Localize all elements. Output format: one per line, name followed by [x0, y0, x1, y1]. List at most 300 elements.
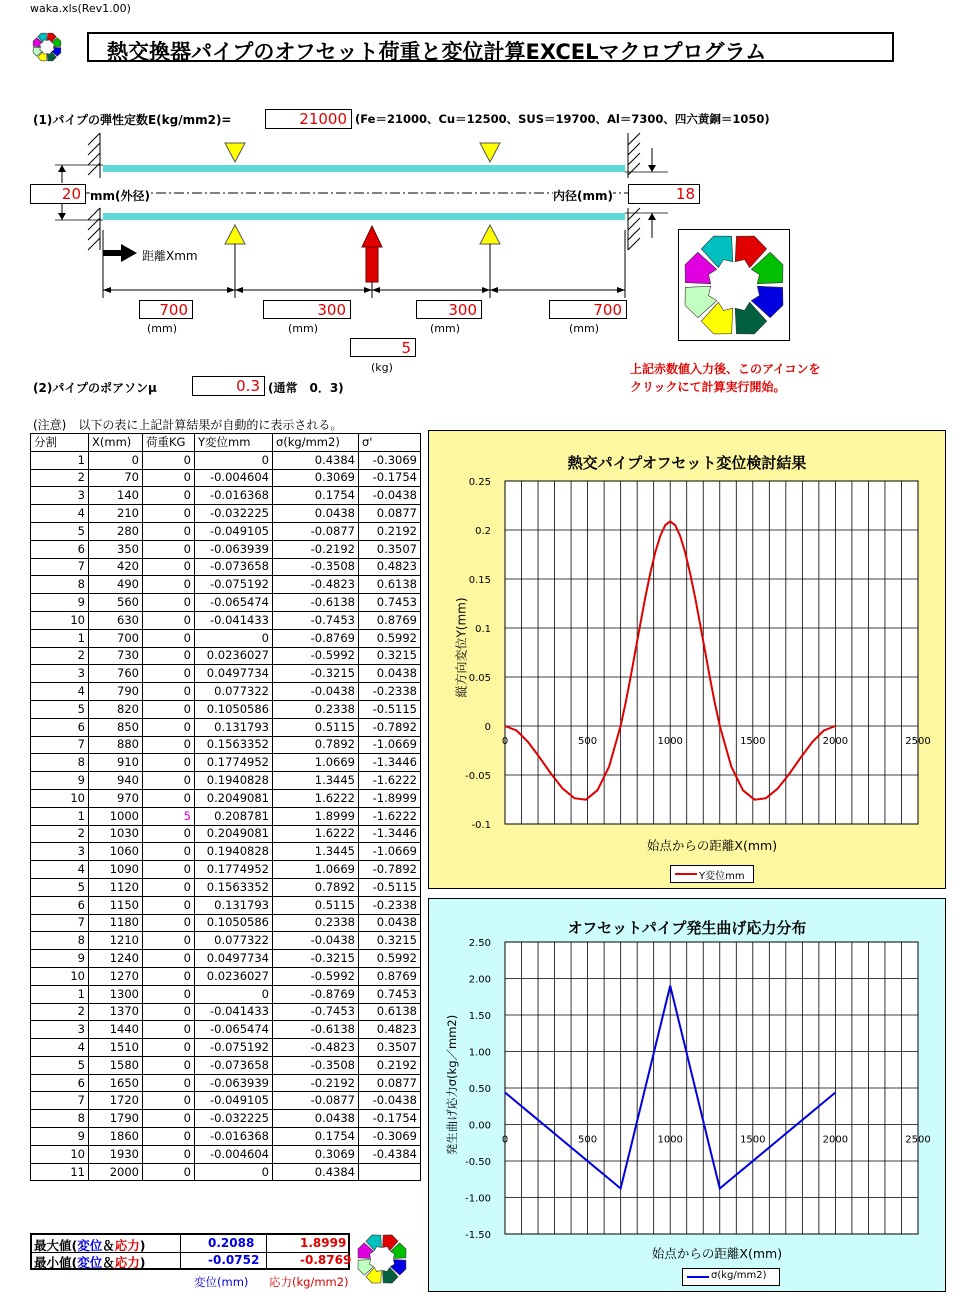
table-cell: 0.0497734: [195, 665, 273, 683]
table-cell: 0.3215: [359, 647, 421, 665]
y-tick-label: -0.05: [465, 771, 491, 782]
span-unit-1: (mm): [147, 322, 178, 335]
table-cell: 0.5115: [273, 718, 359, 736]
table-cell: 0: [143, 1039, 195, 1057]
table-cell: 70: [89, 469, 143, 487]
table-row: [31, 522, 421, 540]
table-cell: 0: [143, 558, 195, 576]
table-cell: 0.0236027: [195, 967, 273, 985]
load-arrow-shaft: [366, 247, 378, 282]
table-cell: 0.0497734: [195, 950, 273, 968]
table-cell: 0.2338: [273, 914, 359, 932]
table-cell: -1.0669: [359, 736, 421, 754]
table-cell: -0.073658: [195, 1056, 273, 1074]
y-tick-label: -1.50: [465, 1230, 491, 1241]
table-row: [31, 487, 421, 505]
table-cell: 1120: [89, 878, 143, 896]
table-row: [31, 807, 421, 825]
table-cell: 1930: [89, 1145, 143, 1163]
table-cell: -0.6138: [273, 594, 359, 612]
min-stress: -0.8769: [300, 1253, 352, 1267]
y-tick-label: 0.15: [468, 575, 491, 586]
table-cell: 1.8999: [273, 807, 359, 825]
y-tick-label: 0.05: [468, 673, 491, 684]
support-bottom-2: [480, 225, 500, 244]
run-macro-button[interactable]: [678, 229, 790, 341]
table-cell: 0.131793: [195, 718, 273, 736]
table-cell: 8: [31, 932, 89, 950]
table-row: [31, 700, 421, 718]
table-cell: -0.1754: [359, 1110, 421, 1128]
table-cell: 10: [31, 1145, 89, 1163]
table-cell: -0.3215: [273, 665, 359, 683]
table-row: [31, 1003, 421, 1021]
table-row: [31, 914, 421, 932]
table-row: [31, 772, 421, 790]
instruction-line-2: クリックにて計算実行開始。: [630, 380, 786, 394]
table-cell: -0.073658: [195, 558, 273, 576]
y-tick-label: -0.50: [465, 1157, 491, 1168]
table-cell: 0: [143, 540, 195, 558]
table-cell: 0: [143, 1145, 195, 1163]
x-tick-label: 1500: [740, 736, 766, 747]
table-row: [31, 629, 421, 647]
y-tick-label: 1.50: [468, 1011, 491, 1022]
pipe-top-wall: [103, 165, 625, 172]
left-wall-bottom: [88, 208, 100, 250]
table-cell: 0: [143, 576, 195, 594]
span-unit-2: (mm): [288, 322, 319, 335]
table-row: [31, 843, 421, 861]
table-cell: 1210: [89, 932, 143, 950]
chart2-legend: [682, 1268, 780, 1286]
table-cell: 2: [31, 1003, 89, 1021]
table-cell: 10: [31, 611, 89, 629]
table-cell: 0: [195, 629, 273, 647]
table-cell: 820: [89, 700, 143, 718]
table-header-cell: 分割: [31, 434, 89, 452]
table-cell: 8: [31, 754, 89, 772]
table-cell: 0.1774952: [195, 754, 273, 772]
table-cell: 1180: [89, 914, 143, 932]
table-cell: 0.3215: [359, 932, 421, 950]
table-header-cell: σ': [359, 434, 421, 452]
table-cell: 10: [31, 967, 89, 985]
support-top-1: [225, 143, 245, 162]
support-bottom-1: [225, 225, 245, 244]
table-header-cell: Y変位mm: [195, 434, 273, 452]
table-cell: 0: [143, 594, 195, 612]
x-tick-label: 2000: [822, 1134, 849, 1146]
table-cell: 8: [31, 576, 89, 594]
table-row: [31, 469, 421, 487]
table-cell: 0.3069: [273, 1145, 359, 1163]
table-cell: 0: [143, 1056, 195, 1074]
table-row: [31, 558, 421, 576]
y-tick-label: 0.00: [468, 1120, 491, 1132]
y-tick-label: 2.50: [468, 938, 491, 949]
instruction-line-1: 上記赤数値入力後、このアイコンを: [630, 362, 821, 376]
min-label-suffix: ): [139, 1255, 146, 1270]
table-row: [31, 1092, 421, 1110]
table-cell: 0: [143, 1110, 195, 1128]
table-cell: 1270: [89, 967, 143, 985]
table-cell: -0.075192: [195, 576, 273, 594]
table-cell: 9: [31, 594, 89, 612]
x-tick-label: 2000: [822, 736, 849, 747]
x-tick-label: 500: [578, 736, 598, 747]
table-cell: 1: [31, 451, 89, 469]
table-row: [31, 611, 421, 629]
table-row: [31, 1145, 421, 1163]
table-cell: 1720: [89, 1092, 143, 1110]
table-row: [31, 1074, 421, 1092]
table-cell: 1580: [89, 1056, 143, 1074]
table-cell: 0: [143, 647, 195, 665]
poisson-note: (通常 0．3): [268, 381, 344, 395]
table-row: [31, 736, 421, 754]
table-cell: 2: [31, 469, 89, 487]
table-cell: -0.041433: [195, 1003, 273, 1021]
cycle-arrows-icon: [681, 232, 787, 338]
table-cell: 9: [31, 950, 89, 968]
table-cell: 0: [143, 1074, 195, 1092]
table-cell: 1: [31, 629, 89, 647]
table-cell: 0.8769: [359, 967, 421, 985]
table-cell: -0.3508: [273, 558, 359, 576]
table-cell: 3: [31, 843, 89, 861]
table-cell: 0.4384: [273, 1163, 359, 1181]
table-cell: 0: [143, 914, 195, 932]
table-cell: 11: [31, 1163, 89, 1181]
table-cell: -0.063939: [195, 1074, 273, 1092]
table-cell: 1: [31, 985, 89, 1003]
table-cell: 5: [31, 1056, 89, 1074]
inner-diameter-label: 内径(mm): [553, 189, 613, 203]
table-cell: 1.0669: [273, 754, 359, 772]
table-cell: 0.1050586: [195, 700, 273, 718]
table-cell: 210: [89, 505, 143, 523]
table-cell: [359, 1163, 421, 1181]
table-cell: -0.2338: [359, 683, 421, 701]
table-cell: -0.004604: [195, 469, 273, 487]
table-cell: 0.5115: [273, 896, 359, 914]
table-cell: 0.1563352: [195, 878, 273, 896]
table-cell: 4: [31, 1039, 89, 1057]
table-cell: 730: [89, 647, 143, 665]
table-cell: 880: [89, 736, 143, 754]
span-input-2[interactable]: 300: [263, 300, 351, 319]
table-cell: 0: [143, 1092, 195, 1110]
table-cell: -0.032225: [195, 1110, 273, 1128]
min-label-disp: 変位: [77, 1255, 103, 1270]
min-label-prefix: 最小値(: [34, 1255, 78, 1270]
table-cell: 0: [143, 825, 195, 843]
table-cell: 0: [143, 754, 195, 772]
summary-block: [30, 1233, 350, 1270]
table-cell: -0.4823: [273, 576, 359, 594]
table-cell: 940: [89, 772, 143, 790]
table-note: (注意) 以下の表に上記計算結果が自動的に表示される。: [33, 418, 343, 432]
table-cell: 1.0669: [273, 861, 359, 879]
table-cell: 0.2338: [273, 700, 359, 718]
table-cell: 1300: [89, 985, 143, 1003]
table-cell: 7: [31, 914, 89, 932]
table-cell: -0.7892: [359, 861, 421, 879]
max-label-suffix: ): [139, 1238, 146, 1253]
max-displacement: 0.2088: [208, 1236, 255, 1250]
table-cell: 0.7892: [273, 878, 359, 896]
table-cell: 0: [143, 451, 195, 469]
table-row: [31, 1163, 421, 1181]
table-row: [31, 718, 421, 736]
table-cell: 3: [31, 487, 89, 505]
table-cell: 420: [89, 558, 143, 576]
table-cell: 4: [31, 505, 89, 523]
y-tick-label: 0.2: [475, 526, 491, 537]
table-cell: -0.004604: [195, 1145, 273, 1163]
table-cell: 0: [143, 932, 195, 950]
table-cell: 0.4823: [359, 558, 421, 576]
table-cell: 280: [89, 522, 143, 540]
x-tick-label: 2500: [905, 736, 931, 747]
left-wall-top: [88, 133, 100, 178]
table-cell: -0.065474: [195, 1021, 273, 1039]
table-cell: 7: [31, 1092, 89, 1110]
table-cell: 0.0877: [359, 505, 421, 523]
span-input-3[interactable]: 300: [416, 300, 482, 319]
table-cell: 0.208781: [195, 807, 273, 825]
table-row: [31, 1021, 421, 1039]
outer-diameter-label: mm(外径): [90, 189, 150, 203]
table-cell: 0: [143, 950, 195, 968]
load-unit: (kg): [371, 361, 393, 374]
table-cell: 0: [143, 736, 195, 754]
table-cell: 0.0438: [273, 1110, 359, 1128]
table-cell: 7: [31, 558, 89, 576]
table-cell: 0: [143, 1021, 195, 1039]
table-cell: -0.3069: [359, 451, 421, 469]
table-cell: 0.2192: [359, 1056, 421, 1074]
table-cell: -1.3446: [359, 754, 421, 772]
table-cell: 0: [143, 1128, 195, 1146]
y-tick-label: 2.00: [468, 974, 491, 986]
table-cell: -0.7453: [273, 1003, 359, 1021]
table-cell: 1440: [89, 1021, 143, 1039]
load-arrow-head: [362, 226, 382, 247]
y-tick-label: 0: [484, 722, 491, 733]
table-cell: 0.4823: [359, 1021, 421, 1039]
table-cell: -1.0669: [359, 843, 421, 861]
table-row: [31, 1128, 421, 1146]
stress-chart-panel: [428, 898, 946, 1292]
table-row: [31, 754, 421, 772]
table-cell: 140: [89, 487, 143, 505]
chart1-xlabel: 始点からの距離X(mm): [646, 838, 778, 853]
table-cell: 0.5992: [359, 950, 421, 968]
table-cell: 2000: [89, 1163, 143, 1181]
table-cell: 4: [31, 861, 89, 879]
table-cell: 0: [143, 878, 195, 896]
max-label-amp: ＆: [102, 1238, 115, 1253]
plot-area: [505, 481, 918, 824]
table-cell: -0.6138: [273, 1021, 359, 1039]
table-cell: 0.2049081: [195, 789, 273, 807]
displacement-chart: [429, 431, 947, 890]
chart1-legend: [670, 865, 754, 883]
table-cell: 0: [143, 843, 195, 861]
table-cell: -0.8769: [273, 985, 359, 1003]
table-cell: 0: [143, 683, 195, 701]
table-cell: -0.0438: [273, 932, 359, 950]
pipe-bottom-wall: [103, 213, 625, 220]
elastic-input[interactable]: 21000: [265, 109, 352, 129]
table-cell: -0.5115: [359, 700, 421, 718]
table-cell: 9: [31, 772, 89, 790]
table-cell: 0: [143, 665, 195, 683]
table-cell: 0.1774952: [195, 861, 273, 879]
table-cell: 0: [143, 967, 195, 985]
table-cell: 0: [143, 896, 195, 914]
table-cell: 0: [143, 772, 195, 790]
table-cell: -0.0877: [273, 522, 359, 540]
load-input[interactable]: 5: [350, 338, 416, 357]
table-cell: 1: [31, 807, 89, 825]
table-cell: -0.1754: [359, 469, 421, 487]
table-cell: 0: [143, 487, 195, 505]
table-cell: 0.077322: [195, 683, 273, 701]
table-row: [31, 576, 421, 594]
span-input-1[interactable]: 700: [139, 300, 193, 319]
table-cell: 560: [89, 594, 143, 612]
table-cell: -0.065474: [195, 594, 273, 612]
table-cell: 0.1940828: [195, 843, 273, 861]
max-label-disp: 変位: [77, 1238, 103, 1253]
table-cell: 630: [89, 611, 143, 629]
min-label-stress: 応力: [114, 1255, 140, 1270]
x-tick-label: 1000: [657, 736, 683, 747]
table-cell: 0.1754: [273, 487, 359, 505]
y-tick-label: 0.1: [475, 624, 491, 635]
span-input-4[interactable]: 700: [549, 300, 627, 319]
table-cell: -0.0877: [273, 1092, 359, 1110]
table-cell: 0: [143, 505, 195, 523]
table-cell: -0.2338: [359, 896, 421, 914]
table-cell: 0.3507: [359, 540, 421, 558]
table-cell: -0.049105: [195, 522, 273, 540]
table-cell: 0.0438: [359, 914, 421, 932]
table-cell: 700: [89, 629, 143, 647]
table-row: [31, 825, 421, 843]
min-label-amp: ＆: [102, 1255, 115, 1270]
table-cell: 1030: [89, 825, 143, 843]
table-cell: 10: [31, 789, 89, 807]
table-cell: 1150: [89, 896, 143, 914]
table-row: [31, 647, 421, 665]
result-table: [30, 433, 421, 1181]
table-cell: 1370: [89, 1003, 143, 1021]
max-stress: 1.8999: [300, 1236, 347, 1250]
foot-stress-unit: 応力(kg/mm2): [269, 1275, 349, 1289]
x-tick-label: 500: [578, 1134, 598, 1146]
min-label: [34, 1253, 145, 1271]
table-cell: -0.3215: [273, 950, 359, 968]
y-tick-label: 0.50: [468, 1084, 491, 1095]
table-cell: -0.7892: [359, 718, 421, 736]
table-row: [31, 665, 421, 683]
table-cell: -0.016368: [195, 487, 273, 505]
table-cell: -0.0438: [359, 487, 421, 505]
table-cell: 0: [89, 451, 143, 469]
table-cell: 0.7453: [359, 985, 421, 1003]
table-header-row: [31, 434, 421, 452]
table-cell: 0.1940828: [195, 772, 273, 790]
table-cell: 1240: [89, 950, 143, 968]
table-cell: 5: [143, 807, 195, 825]
table-cell: 0.2192: [359, 522, 421, 540]
table-cell: 1090: [89, 861, 143, 879]
table-header-cell: 荷重KG: [143, 434, 195, 452]
chart2-ylabel: 発生曲げ応力σ(kg／mm2): [445, 1014, 459, 1156]
chart2-title: オフセットパイプ発生曲げ応力分布: [567, 919, 807, 937]
table-cell: 0: [143, 1163, 195, 1181]
table-cell: -0.2192: [273, 540, 359, 558]
table-cell: 5: [31, 522, 89, 540]
table-row: [31, 878, 421, 896]
table-cell: 0.7453: [359, 594, 421, 612]
table-cell: 0.1563352: [195, 736, 273, 754]
table-cell: 0.077322: [195, 932, 273, 950]
chart1-ylabel: 縦方向変位Y(mm): [454, 597, 469, 698]
table-cell: 0.3069: [273, 469, 359, 487]
table-cell: 0: [143, 611, 195, 629]
poisson-label: (2)パイプのポアソンμ: [33, 381, 157, 395]
table-cell: -0.041433: [195, 611, 273, 629]
table-cell: 1790: [89, 1110, 143, 1128]
chart2-xlabel: 始点からの距離X(mm): [651, 1246, 783, 1261]
x-tick-label: 1000: [657, 1134, 683, 1146]
table-cell: -1.6222: [359, 772, 421, 790]
table-cell: -0.4384: [359, 1145, 421, 1163]
table-cell: 6: [31, 1074, 89, 1092]
table-cell: -0.2192: [273, 1074, 359, 1092]
table-cell: 0: [143, 469, 195, 487]
outer-diameter-input[interactable]: 20: [30, 184, 86, 204]
table-cell: 0: [195, 985, 273, 1003]
table-cell: 0: [143, 522, 195, 540]
table-cell: -1.3446: [359, 825, 421, 843]
span-unit-3: (mm): [430, 322, 461, 335]
x-tick-label: 1500: [740, 1134, 766, 1146]
elastic-label: (1)パイプの弾性定数E(kg/mm2)=: [33, 113, 232, 127]
table-cell: -0.8769: [273, 629, 359, 647]
table-cell: 6: [31, 718, 89, 736]
table-row: [31, 451, 421, 469]
inner-diameter-input[interactable]: 18: [628, 184, 700, 204]
table-cell: 0: [143, 789, 195, 807]
table-cell: 0.4384: [273, 451, 359, 469]
table-cell: 1.3445: [273, 772, 359, 790]
table-row: [31, 594, 421, 612]
table-cell: 0.0877: [359, 1074, 421, 1092]
max-label-stress: 応力: [114, 1238, 140, 1253]
table-cell: -0.3069: [359, 1128, 421, 1146]
table-cell: 6: [31, 540, 89, 558]
run-macro-icon-bottom[interactable]: [356, 1233, 408, 1285]
poisson-input[interactable]: 0.3: [192, 376, 265, 396]
pipe-diagram: [0, 0, 962, 420]
table-cell: 0.3507: [359, 1039, 421, 1057]
